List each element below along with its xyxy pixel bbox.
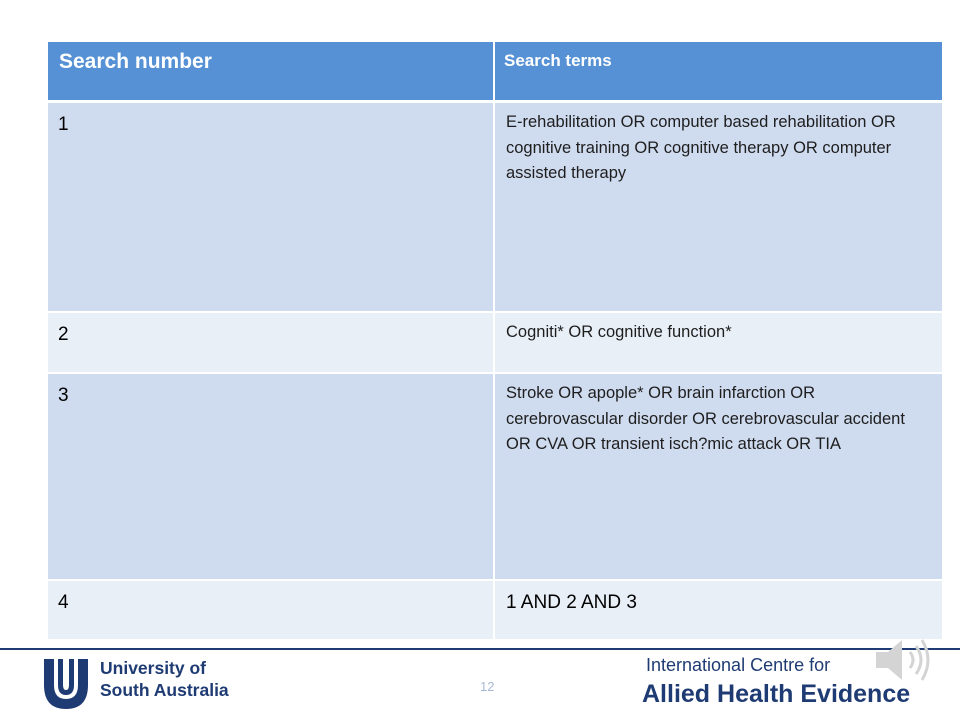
row-number: 3 (58, 385, 69, 406)
row-terms-cell (494, 312, 942, 373)
header-search-terms (494, 42, 942, 102)
row-number: 2 (58, 324, 69, 345)
row-terms-cell (494, 373, 942, 580)
header-search-number-label: Search number (59, 50, 212, 73)
row-number-cell (48, 102, 494, 313)
row-terms: Stroke OR apople* OR brain infarction OR cerebrovascular disorder OR cerebrovascular accident OR CVA OR transient isch?mic attack OR TIA (506, 384, 905, 453)
row-terms-cell (494, 580, 942, 639)
row-terms: 1 AND 2 AND 3 (506, 592, 637, 613)
row-number-cell (48, 373, 494, 580)
university-logo (42, 653, 242, 713)
university-name-line1: University of (100, 658, 206, 678)
table-row (48, 102, 942, 313)
header-search-terms-label: Search terms (504, 51, 612, 70)
row-number: 4 (58, 592, 69, 613)
row-number-cell (48, 312, 494, 373)
table-header-row (48, 42, 942, 102)
university-name-line2: South Australia (100, 680, 229, 700)
row-terms-cell (494, 102, 942, 313)
search-terms-table (48, 42, 942, 639)
table-row (48, 312, 942, 373)
table-row (48, 580, 942, 639)
slide-number: 12 (480, 679, 495, 694)
footer-divider (0, 648, 960, 650)
centre-name-line2: Allied Health Evidence (642, 680, 911, 708)
header-search-number (48, 42, 494, 102)
row-number: 1 (58, 114, 69, 135)
centre-name-line1: International Centre for (646, 655, 831, 675)
row-terms: E-rehabilitation OR computer based rehabilitation OR cognitive training OR cognitive therapy OR computer assisted therapy (506, 113, 896, 182)
speaker-icon[interactable] (872, 632, 934, 688)
row-number-cell (48, 580, 494, 639)
table-row (48, 373, 942, 580)
row-terms: Cogniti* OR cognitive function* (506, 323, 732, 341)
unisa-logo-icon (42, 655, 90, 711)
